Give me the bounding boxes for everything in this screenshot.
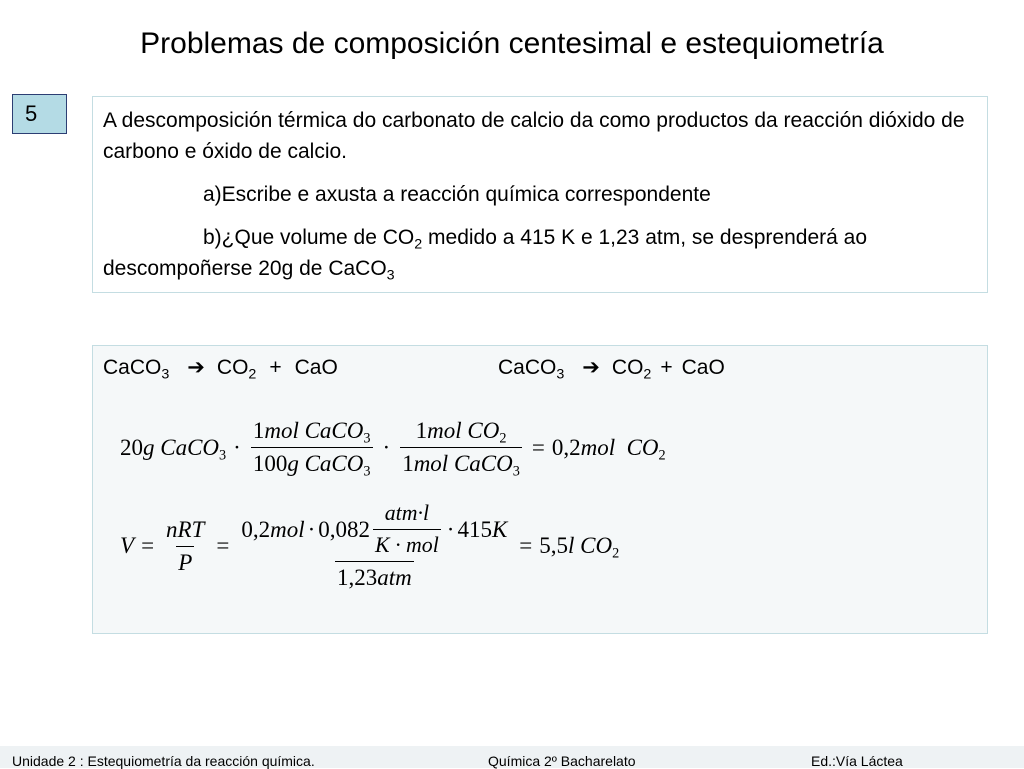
reaction-arrow-icon: ➔ <box>187 356 205 379</box>
molar-mass-factor: $\frac{1mol CaCO_3}{100g CaCO_3}$ <box>252 418 371 480</box>
solution-box <box>92 345 988 634</box>
page-title: Problemas de composición centesimal e estequiometría <box>140 27 884 60</box>
footer-publisher: Ed.:Vía Láctea <box>811 753 903 769</box>
balanced-reaction-equation: CaCO$_3$ ➔ $CO_2$ + CaO <box>498 353 725 383</box>
problem-intro: A descomposición térmica do carbonato de calcio da como productos da reacción dióxido de carbono e óxido de calcio. <box>103 109 965 163</box>
gas-constant-units: $\frac{\text{atm·l}}{\text{K · mol}}$ <box>375 501 439 557</box>
problem-part-a: a)Escribe e axusta a reacción química correspondente <box>203 183 711 206</box>
ideal-gas-formula: $\frac{\text{nRT}}{P}$ <box>166 516 205 575</box>
footer-unit: Unidade 2 : Estequiometría da reacción química. <box>12 753 315 769</box>
volume-substitution: 0,2 mol · 0,082 $\frac{\text{atm·l}}{\text{K · mol}}$ · 415 K 1,23atm <box>241 501 508 590</box>
footer-course: Química 2º Bacharelato <box>488 753 636 769</box>
reaction-equation: CaCO$_3$ ➔ $CO_2$ + CaO <box>103 353 338 383</box>
stoichiometric-factor: $\frac{1mol CO_2}{1mol CaCO_3}$ <box>402 418 520 480</box>
problem-number-badge: 5 <box>12 94 67 134</box>
moles-calculation: 20g CaCO$_3$ · $\frac{1mol CaCO_3}{100g CaCO_3}$ · $\frac{1mol CO_2}{1mol CaCO_3}$ = 0,2mol $CO_2$ <box>120 418 666 480</box>
footer <box>0 746 1024 768</box>
problem-part-b: b)¿Que volume de $CO_2$ medido a 415 K e 1,23 atm, se desprenderá ao descompoñerse 20g de CaCO$_3$ <box>103 226 867 284</box>
ideal-gas-calculation: V = $\frac{\text{nRT}}{P}$ = 0,2 mol · 0,082 $\frac{\text{atm·l}}{\text{K · mol}}$ · 415 K 1,23atm = 5,5l $CO_2$ <box>120 501 620 590</box>
reaction-arrow-icon: ➔ <box>582 356 600 379</box>
problem-statement-box <box>92 96 988 293</box>
